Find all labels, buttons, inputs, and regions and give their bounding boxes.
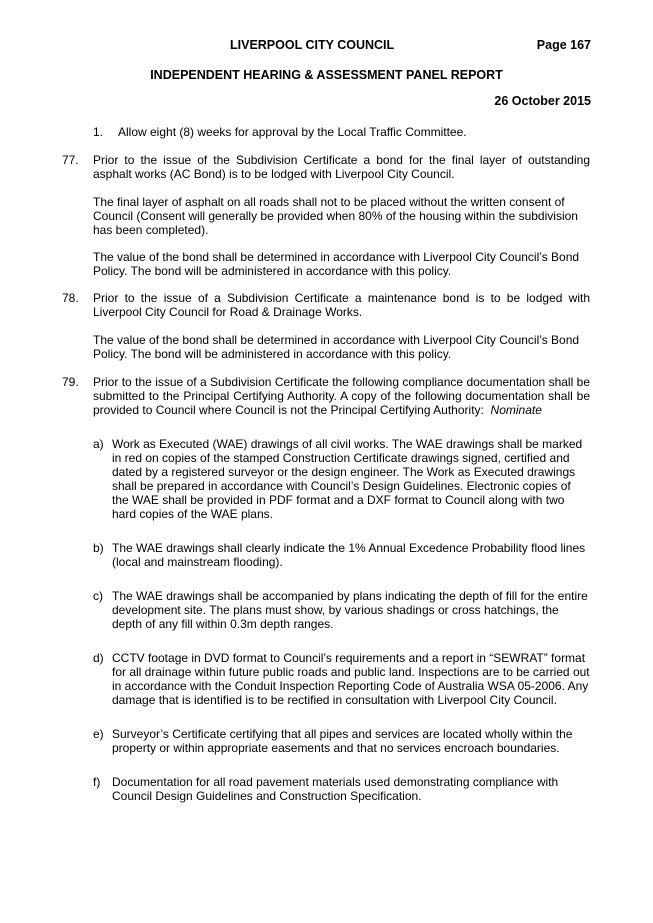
- nominate-label: Nominate: [490, 403, 542, 417]
- page-number: Page 167: [536, 38, 591, 52]
- sub-item-f-text: Documentation for all road pavement materials used demonstrating compliance with Council Design Guidelines and Construction Specification.: [112, 775, 559, 803]
- sub-item-e-letter: e): [93, 727, 104, 741]
- condition-79-para1: [93, 375, 590, 417]
- intro-item-text: Allow eight (8) weeks for approval by the Local Traffic Committee.: [118, 125, 467, 139]
- condition-77-para3: The value of the bond shall be determined in accordance with Liverpool City Council’s Bond Policy. The bond will be administered in accordance with this policy.: [93, 250, 580, 278]
- sub-item-f-letter: f): [93, 775, 101, 789]
- condition-77-para2: The final layer of asphalt on all roads shall not to be placed without the written consent of Council (Consent will generally be provided when 80% of the housing within the subdivision has been completed).: [93, 195, 578, 237]
- council-name: LIVERPOOL CITY COUNCIL: [230, 38, 395, 52]
- sub-item-b-text: The WAE drawings shall clearly indicate the 1% Annual Excedence Probability flood lines (local and mainstream flooding).: [112, 541, 586, 569]
- sub-item-a-letter: a): [93, 437, 104, 451]
- sub-item-d-letter: d): [93, 651, 104, 665]
- report-title: INDEPENDENT HEARING & ASSESSMENT PANEL REPORT: [150, 68, 503, 82]
- sub-item-c-letter: c): [93, 589, 103, 603]
- sub-item-b-letter: b): [93, 541, 104, 555]
- sub-item-c-text: The WAE drawings shall be accompanied by plans indicating the depth of fill for the entire development site. The plans must show, by various shadings or cross hatchings, the depth of any fill within 0.3m depth ranges.: [112, 589, 588, 631]
- report-date: 26 October 2015: [494, 94, 591, 108]
- condition-77-number: 77.: [62, 153, 79, 167]
- condition-79-para1-text: Prior to the issue of a Subdivision Certificate the following compliance documentation shall be submitted to the Principal Certifying Authority. A copy of the following documentation shall be provided to Council where Council is not the Principal Certifying Authority:: [93, 375, 590, 417]
- sub-item-e-text: Surveyor’s Certificate certifying that all pipes and services are located wholly within the property or within appropriate easements and that no services encroach boundaries.: [112, 727, 573, 755]
- intro-item-number: 1.: [93, 125, 104, 139]
- sub-item-d-text: CCTV footage in DVD format to Council’s requirements and a report in “SEWRAT” format for all drainage within future public roads and public land. Inspections are to be carried out in accordance with the Conduit Inspection Reporting Code of Australia WSA 05-2006. Any damage that is identified is to be rectified in consultation with Liverpool City Council.: [112, 651, 590, 707]
- condition-78-para1: Prior to the issue of a Subdivision Certificate a maintenance bond is to be lodged with Liverpool City Council for Road & Drainage Works.: [93, 291, 590, 319]
- condition-78-number: 78.: [62, 291, 79, 305]
- condition-79-number: 79.: [62, 375, 79, 389]
- sub-item-a-text: Work as Executed (WAE) drawings of all civil works. The WAE drawings shall be marked in red on copies of the stamped Construction Certificate drawings signed, certified and dated by a registered surveyor or the design engineer. The Work as Executed drawings shall be prepared in accordance with Council’s Design Guidelines. Electronic copies of the WAE shall be provided in PDF format and a DXF format to Council along with two hard copies of the WAE plans.: [112, 437, 583, 521]
- condition-77-para1: Prior to the issue of the Subdivision Certificate a bond for the final layer of outstanding asphalt works (AC Bond) is to be lodged with Liverpool City Council.: [93, 153, 590, 181]
- condition-78-para2: The value of the bond shall be determined in accordance with Liverpool City Council’s Bond Policy. The bond will be administered in accordance with this policy.: [93, 333, 580, 361]
